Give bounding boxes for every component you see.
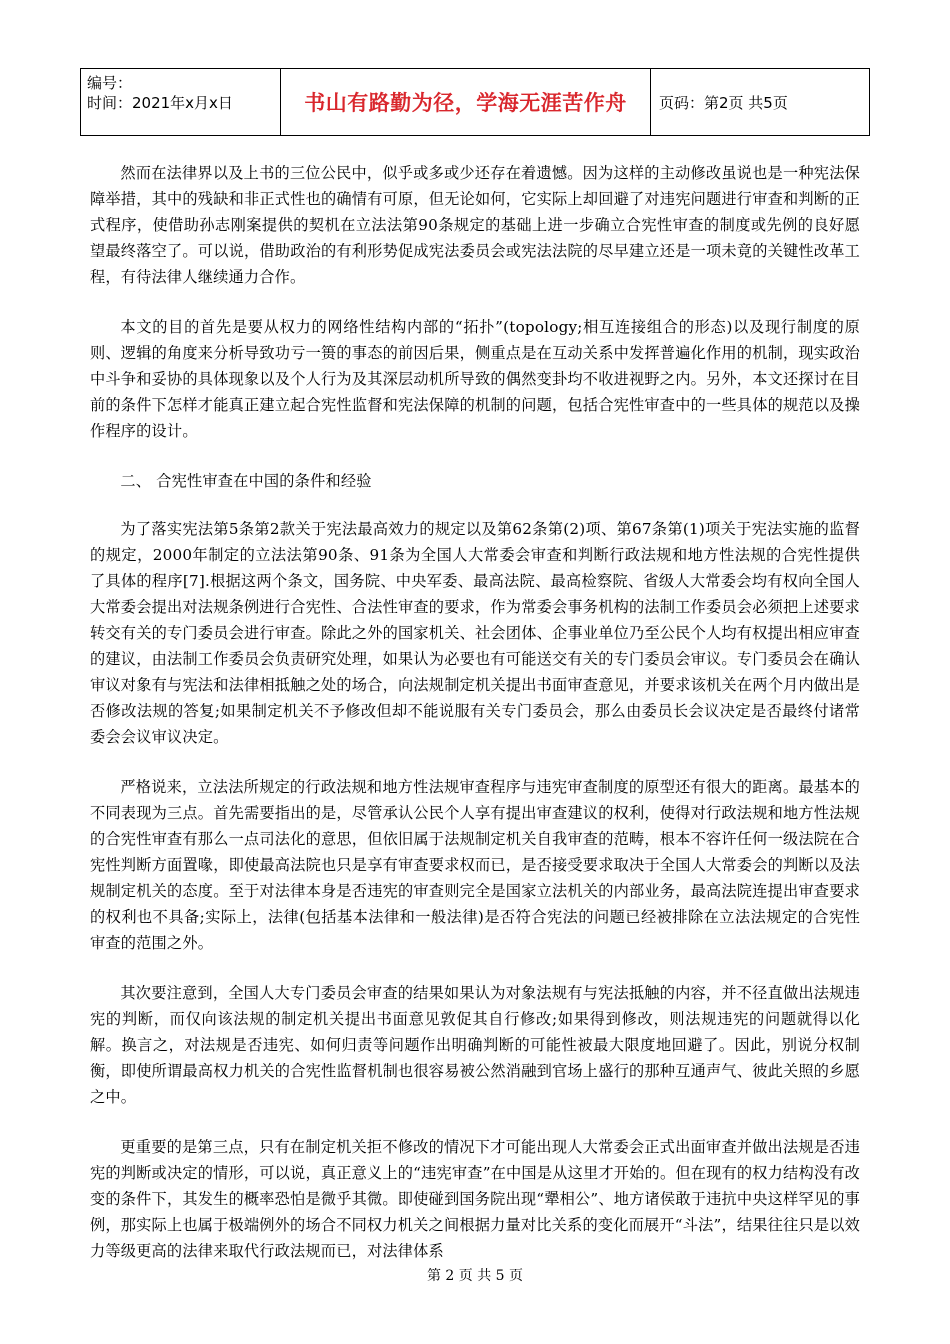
document-body <box>90 160 860 1288</box>
document-header <box>80 68 870 136</box>
paragraph: 更重要的是第三点，只有在制定机关拒不修改的情况下才可能出现人大常委会正式出面审查并做出法规是否违宪的判断或决定的情形，可以说，真正意义上的“违宪审查”在中国是从这里才开始的。但在现有的权力结构没有改变的条件下，其发生的概率恐怕是微乎其微。即使碰到国务院出现“犟相公”、地方诸侯敢于违抗中央这样罕见的事例，那实际上也属于极端例外的场合不同权力机关之间根据力量对比关系的变化而展开“斗法”，结果往往只是以效力等级更高的法律来取代行政法规而已，对法律体系 <box>90 1138 860 1260</box>
page-footer: 第 2 页 共 5 页 <box>426 1268 524 1284</box>
number-label: 编号： <box>87 74 133 92</box>
header-page-info: 页码：第2页 共5页 <box>659 93 788 112</box>
time-label: 时间：2021年x月x日 <box>87 94 233 112</box>
header-meta <box>81 69 281 135</box>
paragraph: 本文的目的首先是要从权力的网络性结构内部的“拓扑”(topology;相互连接组合的形态)以及现行制度的原则、逻辑的角度来分析导致功亏一篑的事态的前因后果，侧重点是在互动关系中发挥普遍化作用的机制，现实政治中斗争和妥协的具体现象以及个人行为及其深层动机所导致的偶然变卦均不收进视野之内。另外，本文还探讨在目前的条件下怎样才能真正建立起合宪性监督和宪法保障的机制的问题，包括合宪性审查中的一些具体的规范以及操作程序的设计。 <box>90 318 860 440</box>
paragraph: 为了落实宪法第5条第2款关于宪法最高效力的规定以及第62条第(2)项、第67条第(1)项关于宪法实施的监督的规定，2000年制定的立法法第90条、91条为全国人大常委会审查和判断行政法规和地方性法规的合宪性提供了具体的程序[7].根据这两个条文，国务院、中央军委、最高法院、最高检察院、省级人大常委会均有权向全国人大常委会提出对法规条例进行合宪性、合法性审查的要求，作为常委会事务机构的法制工作委员会必须把上述要求转交有关的专门委员会进行审查。除此之外的国家机关、社会团体、企事业单位乃至公民个人均有权提出相应审查的建议，由法制工作委员会负责研究处理，如果认为必要也有可能送交有关的专门委员会审议。专门委员会在确认审议对象有与宪法和法律相抵触之处的场合，向法规制定机关提出书面审查意见，并要求该机关在两个月内做出是否修改法规的答复;如果制定机关不予修改但却不能说服有关专门委员会，那么由委员长会议决定是否最终付诸常委会会议审议决定。 <box>90 520 860 746</box>
header-motto: 书山有路勤为径，学海无涯苦作舟 <box>281 69 651 135</box>
paragraph: 然而在法律界以及上书的三位公民中，似乎或多或少还存在着遗憾。因为这样的主动修改虽说也是一种宪法保障举措，其中的残缺和非正式性也的确情有可原，但无论如何，它实际上却回避了对违宪问题进行审查和判断的正式程序，使借助孙志刚案提供的契机在立法法第90条规定的基础上进一步确立合宪性审查的制度或先例的良好愿望最终落空了。可以说，借助政治的有利形势促成宪法委员会或宪法法院的尽早建立还是一项未竟的关键性改革工程，有待法律人继续通力合作。 <box>90 164 860 286</box>
paragraph: 严格说来，立法法所规定的行政法规和地方性法规审查程序与违宪审查制度的原型还有很大的距离。最基本的不同表现为三点。首先需要指出的是，尽管承认公民个人享有提出审查建议的权利，使得对行政法规和地方性法规的合宪性审查有那么一点司法化的意思，但依旧属于法规制定机关自我审查的范畴，根本不容许任何一级法院在合宪性判断方面置喙，即使最高法院也只是享有审查要求权而已，是否接受要求取决于全国人大常委会的判断以及法规制定机关的态度。至于对法律本身是否违宪的审查则完全是国家立法机关的内部业务，最高法院连提出审查要求的权利也不具备;实际上，法律(包括基本法律和一般法律)是否符合宪法的问题已经被排除在立法法规定的合宪性审查的范围之外。 <box>90 778 860 952</box>
paragraph: 其次要注意到，全国人大专门委员会审查的结果如果认为对象法规有与宪法抵触的内容，并不径直做出法规违宪的判断，而仅向该法规的制定机关提出书面意见敦促其自行修改;如果得到修改，则法规违宪的问题就得以化解。换言之，对法规是否违宪、如何归责等问题作出明确判断的可能性被最大限度地回避了。因此，别说分权制衡，即使所谓最高权力机关的合宪性监督机制也很容易被公然消融到官场上盛行的那种互通声气、彼此关照的乡愿之中。 <box>90 984 860 1106</box>
section-heading: 二、 合宪性审查在中国的条件和经验 <box>120 472 372 490</box>
